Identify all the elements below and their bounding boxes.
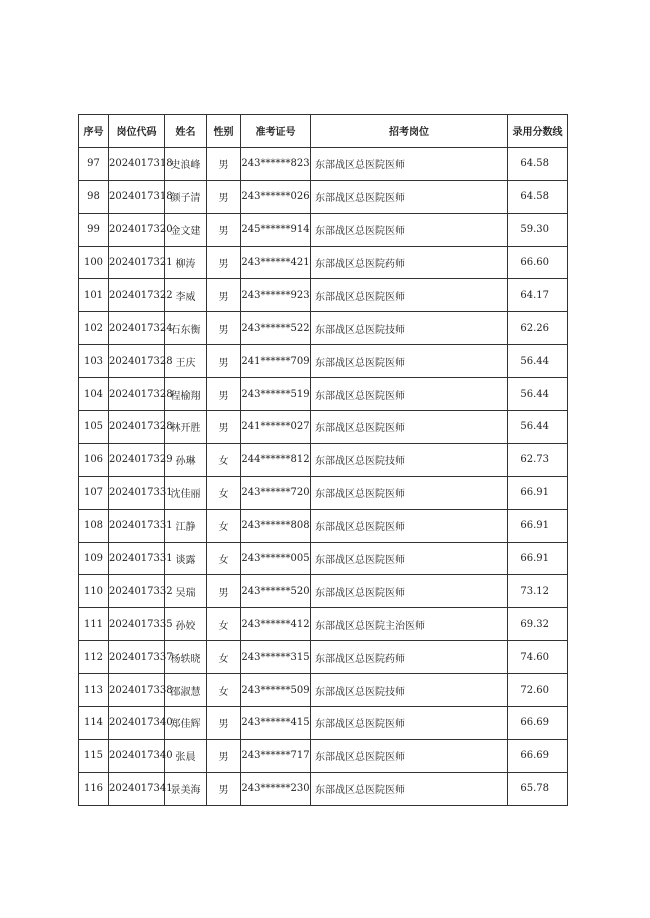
cell-name: 程榆翔: [165, 378, 207, 411]
cell-post-code: 2024017318: [109, 147, 165, 180]
cell-score-line: 64.58: [508, 180, 568, 213]
table-row: [79, 772, 568, 805]
cell-gender: 男: [207, 147, 241, 180]
cell-ticket-no: 243******509: [241, 674, 311, 707]
cell-post: 东部战区总医院药师: [311, 246, 508, 279]
cell-ticket-no: 243******026: [241, 180, 311, 213]
cell-ticket-no: 241******027: [241, 411, 311, 444]
cell-gender: 男: [207, 378, 241, 411]
table-row: [79, 345, 568, 378]
cell-score-line: 64.17: [508, 279, 568, 312]
cell-name: 孙姣: [165, 608, 207, 641]
cell-serial-no: 100: [79, 246, 109, 279]
cell-gender: 男: [207, 312, 241, 345]
cell-ticket-no: 243******412: [241, 608, 311, 641]
cell-gender: 女: [207, 608, 241, 641]
cell-ticket-no: 243******720: [241, 476, 311, 509]
header-score-line: 录用分数线: [508, 115, 568, 148]
cell-gender: 女: [207, 476, 241, 509]
cell-score-line: 66.91: [508, 542, 568, 575]
table-row: [79, 147, 568, 180]
cell-name: 颜子清: [165, 180, 207, 213]
cell-score-line: 56.44: [508, 411, 568, 444]
header-serial-no: 序号: [79, 115, 109, 148]
cell-serial-no: 106: [79, 443, 109, 476]
cell-post: 东部战区总医院医师: [311, 707, 508, 740]
cell-gender: 男: [207, 411, 241, 444]
cell-score-line: 66.91: [508, 509, 568, 542]
cell-score-line: 56.44: [508, 345, 568, 378]
cell-post-code: 2024017340: [109, 739, 165, 772]
cell-gender: 男: [207, 739, 241, 772]
cell-score-line: 62.26: [508, 312, 568, 345]
cell-gender: 男: [207, 345, 241, 378]
cell-score-line: 56.44: [508, 378, 568, 411]
cell-post-code: 2024017335: [109, 608, 165, 641]
cell-post: 东部战区总医院医师: [311, 509, 508, 542]
table-row: [79, 476, 568, 509]
cell-gender: 男: [207, 575, 241, 608]
table-row: [79, 378, 568, 411]
cell-ticket-no: 245******914: [241, 213, 311, 246]
admission-score-table: [78, 114, 568, 806]
cell-ticket-no: 243******808: [241, 509, 311, 542]
table-body: [79, 147, 568, 805]
cell-post: 东部战区总医院医师: [311, 279, 508, 312]
table-row: [79, 312, 568, 345]
cell-post: 东部战区总医院医师: [311, 411, 508, 444]
cell-score-line: 66.69: [508, 739, 568, 772]
cell-post: 东部战区总医院药师: [311, 641, 508, 674]
cell-score-line: 73.12: [508, 575, 568, 608]
cell-name: 孙琳: [165, 443, 207, 476]
cell-name: 邵淑慧: [165, 674, 207, 707]
cell-ticket-no: 243******519: [241, 378, 311, 411]
cell-post: 东部战区总医院医师: [311, 575, 508, 608]
header-gender: 性别: [207, 115, 241, 148]
table-row: [79, 641, 568, 674]
cell-score-line: 64.58: [508, 147, 568, 180]
cell-gender: 女: [207, 443, 241, 476]
cell-score-line: 74.60: [508, 641, 568, 674]
cell-post-code: 2024017328: [109, 378, 165, 411]
cell-gender: 女: [207, 674, 241, 707]
cell-post-code: 2024017328: [109, 411, 165, 444]
cell-serial-no: 101: [79, 279, 109, 312]
cell-post: 东部战区总医院医师: [311, 739, 508, 772]
cell-serial-no: 107: [79, 476, 109, 509]
cell-post-code: 2024017329: [109, 443, 165, 476]
cell-post: 东部战区总医院医师: [311, 213, 508, 246]
cell-serial-no: 104: [79, 378, 109, 411]
cell-ticket-no: 243******421: [241, 246, 311, 279]
cell-ticket-no: 243******005: [241, 542, 311, 575]
cell-ticket-no: 243******230: [241, 772, 311, 805]
cell-gender: 男: [207, 772, 241, 805]
cell-post: 东部战区总医院医师: [311, 378, 508, 411]
cell-ticket-no: 243******522: [241, 312, 311, 345]
table-row: [79, 608, 568, 641]
cell-gender: 女: [207, 542, 241, 575]
cell-post: 东部战区总医院医师: [311, 180, 508, 213]
cell-serial-no: 110: [79, 575, 109, 608]
cell-name: 江静: [165, 509, 207, 542]
cell-name: 郑佳辉: [165, 707, 207, 740]
cell-post: 东部战区总医院技师: [311, 443, 508, 476]
cell-serial-no: 99: [79, 213, 109, 246]
cell-ticket-no: 243******717: [241, 739, 311, 772]
cell-ticket-no: 243******823: [241, 147, 311, 180]
cell-post-code: 2024017337: [109, 641, 165, 674]
cell-post: 东部战区总医院医师: [311, 345, 508, 378]
cell-name: 杨轶晓: [165, 641, 207, 674]
cell-name: 沈佳丽: [165, 476, 207, 509]
cell-gender: 男: [207, 707, 241, 740]
cell-name: 林开胜: [165, 411, 207, 444]
cell-name: 柳涛: [165, 246, 207, 279]
cell-name: 吴瑞: [165, 575, 207, 608]
cell-post-code: 2024017322: [109, 279, 165, 312]
cell-serial-no: 111: [79, 608, 109, 641]
cell-name: 史浪峰: [165, 147, 207, 180]
cell-post-code: 2024017331: [109, 476, 165, 509]
table-row: [79, 739, 568, 772]
cell-score-line: 66.91: [508, 476, 568, 509]
cell-ticket-no: 244******812: [241, 443, 311, 476]
cell-gender: 女: [207, 509, 241, 542]
cell-post-code: 2024017341: [109, 772, 165, 805]
cell-serial-no: 105: [79, 411, 109, 444]
cell-post-code: 2024017321: [109, 246, 165, 279]
cell-post: 东部战区总医院技师: [311, 674, 508, 707]
cell-ticket-no: 243******315: [241, 641, 311, 674]
cell-gender: 女: [207, 641, 241, 674]
cell-post-code: 2024017331: [109, 509, 165, 542]
cell-serial-no: 115: [79, 739, 109, 772]
cell-score-line: 59.30: [508, 213, 568, 246]
cell-serial-no: 98: [79, 180, 109, 213]
cell-score-line: 62.73: [508, 443, 568, 476]
header-ticket-no: 准考证号: [241, 115, 311, 148]
cell-post-code: 2024017332: [109, 575, 165, 608]
cell-name: 李威: [165, 279, 207, 312]
cell-serial-no: 97: [79, 147, 109, 180]
cell-post-code: 2024017324: [109, 312, 165, 345]
cell-post-code: 2024017331: [109, 542, 165, 575]
table-row: [79, 509, 568, 542]
table-row: [79, 707, 568, 740]
cell-serial-no: 113: [79, 674, 109, 707]
table-row: [79, 674, 568, 707]
cell-post: 东部战区总医院技师: [311, 312, 508, 345]
cell-score-line: 72.60: [508, 674, 568, 707]
table-row: [79, 279, 568, 312]
table-header-row: [79, 115, 568, 148]
cell-serial-no: 109: [79, 542, 109, 575]
cell-post: 东部战区总医院医师: [311, 772, 508, 805]
header-post: 招考岗位: [311, 115, 508, 148]
cell-post-code: 2024017338: [109, 674, 165, 707]
cell-post-code: 2024017318: [109, 180, 165, 213]
cell-serial-no: 114: [79, 707, 109, 740]
cell-score-line: 66.60: [508, 246, 568, 279]
cell-name: 石东衡: [165, 312, 207, 345]
cell-serial-no: 102: [79, 312, 109, 345]
cell-ticket-no: 243******923: [241, 279, 311, 312]
cell-name: 张晨: [165, 739, 207, 772]
header-name: 姓名: [165, 115, 207, 148]
cell-post-code: 2024017320: [109, 213, 165, 246]
cell-name: 谈露: [165, 542, 207, 575]
cell-post: 东部战区总医院医师: [311, 147, 508, 180]
cell-gender: 男: [207, 180, 241, 213]
table-row: [79, 411, 568, 444]
cell-serial-no: 112: [79, 641, 109, 674]
cell-serial-no: 116: [79, 772, 109, 805]
cell-score-line: 66.69: [508, 707, 568, 740]
cell-ticket-no: 241******709: [241, 345, 311, 378]
cell-post: 东部战区总医院主治医师: [311, 608, 508, 641]
table-row: [79, 180, 568, 213]
table-row: [79, 246, 568, 279]
cell-score-line: 65.78: [508, 772, 568, 805]
table-row: [79, 443, 568, 476]
cell-gender: 男: [207, 213, 241, 246]
table-row: [79, 213, 568, 246]
table-row: [79, 575, 568, 608]
cell-serial-no: 108: [79, 509, 109, 542]
cell-name: 金文建: [165, 213, 207, 246]
cell-serial-no: 103: [79, 345, 109, 378]
cell-post: 东部战区总医院医师: [311, 476, 508, 509]
cell-gender: 男: [207, 279, 241, 312]
cell-ticket-no: 243******520: [241, 575, 311, 608]
cell-ticket-no: 243******415: [241, 707, 311, 740]
cell-post-code: 2024017340: [109, 707, 165, 740]
header-post-code: 岗位代码: [109, 115, 165, 148]
cell-name: 王庆: [165, 345, 207, 378]
cell-gender: 男: [207, 246, 241, 279]
cell-post: 东部战区总医院医师: [311, 542, 508, 575]
table-row: [79, 542, 568, 575]
cell-score-line: 69.32: [508, 608, 568, 641]
cell-name: 景美海: [165, 772, 207, 805]
cell-post-code: 2024017328: [109, 345, 165, 378]
